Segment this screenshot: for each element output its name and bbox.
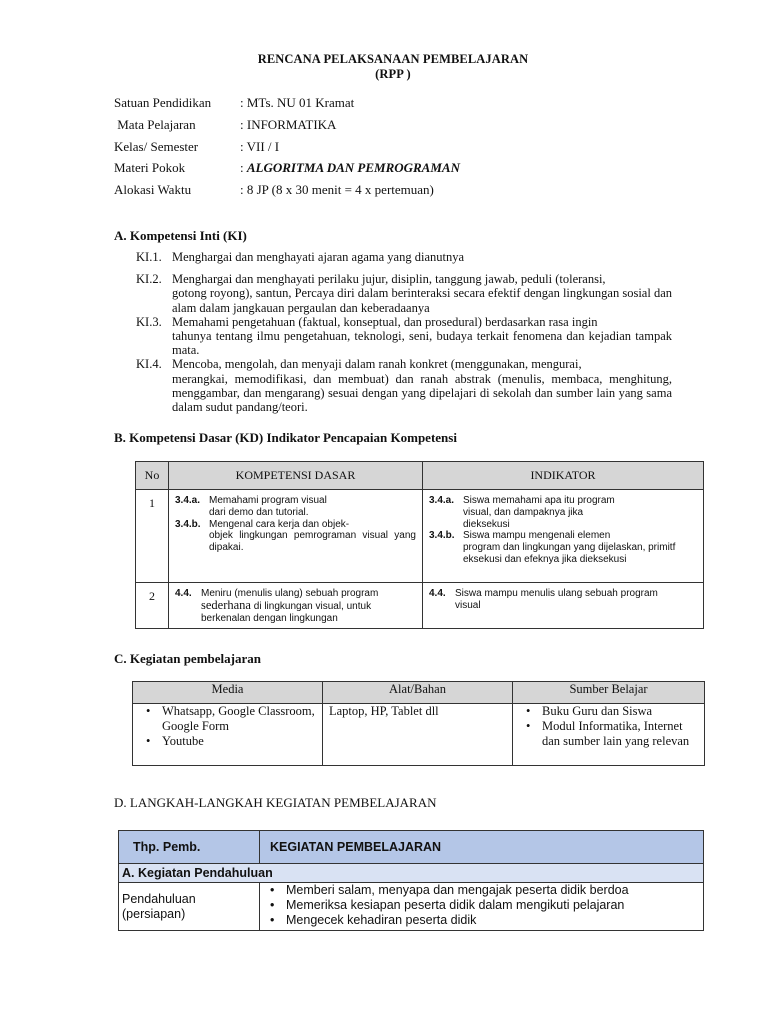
kd-header-kompetensi: KOMPETENSI DASAR bbox=[169, 462, 423, 490]
kd-text-continued: dari demo dan tutorial. bbox=[209, 506, 309, 518]
ki-item bbox=[136, 357, 672, 414]
ki-text: Menghargai dan menghayati perilaku jujur, disiplin, tanggung jawab, peduli (toleransi, bbox=[172, 272, 606, 287]
activity-item: • Memberi salam, menyapa dan mengajak peserta didik berdoa bbox=[286, 883, 703, 898]
media-item: • Whatsapp, Google Classroom, Google Form bbox=[162, 704, 318, 734]
kd-table-header-row bbox=[136, 462, 704, 490]
section-a-heading: A. Kompetensi Inti (KI) bbox=[114, 228, 247, 243]
identity-row-satuan bbox=[114, 95, 460, 117]
steps-header-row bbox=[119, 831, 704, 864]
identity-value-materi: ALGORITMA DAN PEMROGRAMAN bbox=[246, 160, 460, 176]
kd-text-emphasis: sederhana bbox=[201, 597, 251, 612]
steps-table bbox=[118, 830, 704, 931]
alat-header: Alat/Bahan bbox=[323, 682, 513, 704]
kd-code: 3.4.b. bbox=[175, 518, 201, 530]
indikator-text: Siswa mampu mengenali elemen bbox=[463, 530, 611, 542]
identity-row-materi bbox=[114, 160, 460, 182]
ki-number: KI.3. bbox=[136, 314, 162, 329]
indikator-text-continued: program dan lingkungan yang dijelaskan, primitf eksekusi dan efeknya jika dieksekusi bbox=[463, 542, 676, 565]
identity-value: : 8 JP (8 x 30 menit = 4 x pertemuan) bbox=[240, 182, 434, 198]
indikator-entry bbox=[429, 530, 697, 542]
ki-number: KI.2. bbox=[136, 272, 162, 287]
kd-header-no: No bbox=[136, 462, 169, 490]
identity-label: Kelas/ Semester bbox=[114, 138, 199, 154]
sumber-item: • Modul Informatika, Internet dan sumber lain yang relevan bbox=[542, 719, 700, 749]
ki-text-continued: tahunya tentang ilmu pengetahuan, teknologi, seni, budaya terkait fenomena dan kejadian tampak mata. bbox=[172, 329, 672, 358]
indikator-code: 4.4. bbox=[429, 588, 446, 599]
ki-number: KI.1. bbox=[136, 250, 162, 264]
section-c-heading bbox=[114, 651, 261, 667]
steps-activities-cell bbox=[260, 883, 704, 931]
section-d-heading bbox=[114, 795, 437, 811]
kd-table-row bbox=[136, 583, 704, 629]
identity-value: : VII / I bbox=[240, 138, 280, 154]
ki-number: KI.4. bbox=[136, 357, 162, 372]
kd-entry bbox=[175, 495, 416, 507]
steps-activities-list bbox=[260, 883, 703, 927]
media-list bbox=[133, 704, 322, 749]
kd-row-number: 1 bbox=[136, 490, 169, 583]
identity-label: Alokasi Waktu bbox=[114, 182, 192, 198]
sumber-item: • Buku Guru dan Siswa bbox=[542, 704, 700, 719]
identity-row-alokasi bbox=[114, 182, 460, 204]
indikator-code: 3.4.b. bbox=[429, 530, 455, 542]
kd-text-continued: objek lingkungan pemrograman visual yang dipakai. bbox=[209, 530, 416, 554]
kd-text: Memahami program visual bbox=[209, 495, 327, 506]
kd-row-number: 2 bbox=[136, 583, 169, 629]
indikator-cell bbox=[423, 490, 704, 583]
kd-code: 4.4. bbox=[175, 588, 192, 599]
media-table-header-row bbox=[133, 682, 705, 704]
media-item: • Youtube bbox=[162, 734, 318, 749]
indikator-entry bbox=[429, 588, 697, 600]
steps-stage: Pendahuluan (persiapan) bbox=[119, 883, 260, 931]
document-subtitle: (RPP ) bbox=[375, 67, 411, 81]
identity-row-kelas bbox=[114, 139, 460, 161]
steps-header-thp: Thp. Pemb. bbox=[119, 831, 260, 864]
indikator-code: 3.4.a. bbox=[429, 495, 455, 506]
indikator-entry bbox=[429, 495, 697, 507]
indikator-cell bbox=[423, 583, 704, 629]
alat-cell bbox=[323, 704, 513, 766]
sumber-cell bbox=[513, 704, 705, 766]
kd-text-continued bbox=[175, 597, 416, 625]
identity-value-prefix: : bbox=[240, 160, 247, 176]
identity-row-mapel bbox=[114, 117, 460, 139]
section-c-title: C. Kegiatan pembelajaran bbox=[114, 651, 261, 666]
kd-text: Mengenal cara kerja dan objek- bbox=[209, 518, 350, 530]
ki-item bbox=[136, 272, 672, 315]
kd-header-indikator: INDIKATOR bbox=[423, 462, 704, 490]
media-table-row bbox=[133, 704, 705, 766]
identity-block bbox=[114, 95, 460, 204]
steps-subheader: A. Kegiatan Pendahuluan bbox=[119, 864, 704, 883]
ki-text: Mencoba, mengolah, dan menyaji dalam ranah konkret (menggunakan, mengurai, bbox=[172, 357, 582, 372]
ki-list bbox=[136, 250, 672, 414]
sumber-list bbox=[513, 704, 704, 749]
kd-cell bbox=[169, 583, 423, 629]
kd-text-rest: di lingkungan visual, untuk berkenalan dengan lingkungan bbox=[201, 600, 372, 624]
indikator-text: Siswa memahami apa itu program bbox=[463, 495, 615, 506]
media-table bbox=[132, 681, 705, 766]
identity-value: : MTs. NU 01 Kramat bbox=[240, 95, 355, 110]
kd-code: 3.4.a. bbox=[175, 495, 201, 506]
identity-label: Mata Pelajaran bbox=[114, 116, 196, 132]
kd-entry bbox=[175, 519, 416, 531]
media-cell bbox=[133, 704, 323, 766]
kd-text: Meniru (menulis ulang) sebuah program bbox=[201, 588, 379, 599]
activity-item: • Mengecek kehadiran peserta didik bbox=[286, 913, 703, 928]
identity-label: Satuan Pendidikan bbox=[114, 95, 212, 110]
identity-value bbox=[240, 160, 460, 182]
kd-table bbox=[135, 461, 704, 629]
steps-subheader-row bbox=[119, 864, 704, 883]
section-b-heading: B. Kompetensi Dasar (KD) Indikator Pencapaian Kompetensi bbox=[114, 430, 457, 445]
media-header: Media bbox=[133, 682, 323, 704]
ki-text: Memahami pengetahuan (faktual, konseptual, dan prosedural) berdasarkan rasa ingin bbox=[172, 314, 598, 329]
document-title: RENCANA PELAKSANAAN PEMBELAJARAN bbox=[257, 52, 529, 66]
kd-table-row bbox=[136, 490, 704, 583]
steps-header-kegiatan: KEGIATAN PEMBELAJARAN bbox=[260, 831, 704, 864]
ki-item bbox=[136, 250, 672, 264]
ki-text-continued: gotong royong), santun, Percaya diri dalam berinteraksi secara efektif dengan lingkungan sosial dan alam dalam jangkauan pergaulan dan keberadaanya bbox=[172, 286, 672, 315]
activity-item: • Memeriksa kesiapan peserta didik dalam mengikuti pelajaran bbox=[286, 898, 703, 913]
ki-text-continued: merangkai, memodifikasi, dan membuat) dan ranah abstrak (menulis, membaca, menghitung, menggambar, dan mengarang) sesuai dengan yang dipelajari di sekolah dan sumber lain yang sama dalam sudut pandang/teori. bbox=[172, 371, 672, 415]
ki-text: Menghargai dan menghayati ajaran agama yang dianutnya bbox=[172, 250, 465, 264]
section-d-title: D. LANGKAH-LANGKAH KEGIATAN PEMBELAJARAN bbox=[114, 795, 437, 810]
indikator-text-continued: visual, dan dampaknya jika dieksekusi bbox=[463, 506, 584, 530]
identity-label: Materi Pokok bbox=[114, 160, 186, 176]
sumber-header: Sumber Belajar bbox=[513, 682, 705, 704]
steps-row bbox=[119, 883, 704, 931]
ki-item bbox=[136, 315, 672, 358]
indikator-text-continued: visual bbox=[455, 599, 481, 611]
identity-value: : INFORMATIKA bbox=[240, 116, 337, 132]
kd-cell bbox=[169, 490, 423, 583]
alat-text: Laptop, HP, Tablet dll bbox=[329, 704, 439, 718]
indikator-text: Siswa mampu menulis ulang sebuah program bbox=[455, 588, 658, 599]
